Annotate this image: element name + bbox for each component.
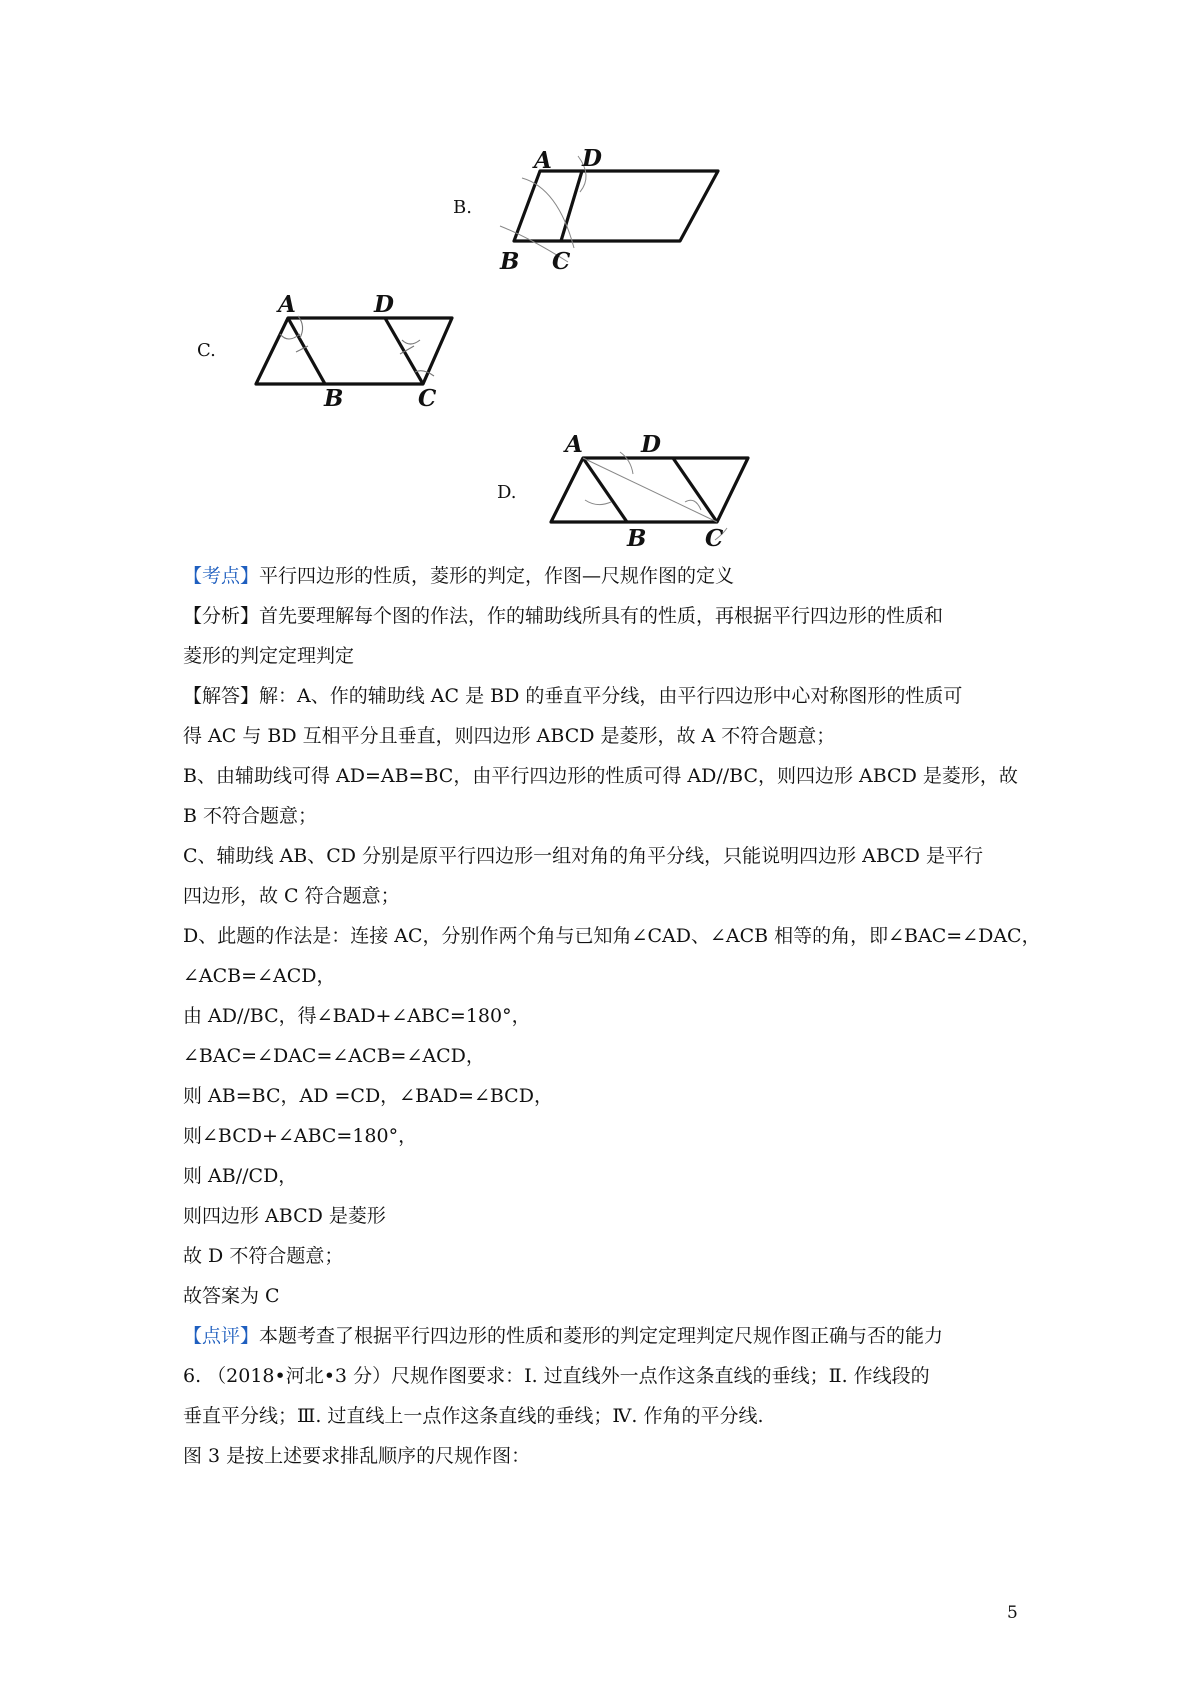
figure-d-point-a: A (565, 431, 583, 458)
figure-c-segment-ab (288, 318, 325, 384)
figure-d-arc-1 (585, 500, 611, 505)
figure-c (250, 288, 460, 412)
figure-c-arc-3 (402, 340, 420, 344)
figure-d-arc-3 (685, 500, 701, 510)
figure-c-segment-dc (385, 318, 423, 384)
jieda-line-10: ∠BAC=∠DAC=∠ACB=∠ACD， (183, 1045, 485, 1067)
jieda-line-16: 故答案为 C (183, 1285, 280, 1307)
jieda-line-14: 则四边形 ABCD 是菱形 (183, 1205, 386, 1227)
jieda-line-6: 四边形，故 C 符合题意； (183, 885, 400, 907)
figure-b-point-d: D (582, 145, 602, 172)
jieda-line-1 (183, 686, 1023, 706)
kaodian-tag: 【考点】 (183, 565, 260, 587)
figure-b-point-a: A (534, 147, 552, 174)
page-number: 5 (1007, 1603, 1018, 1623)
question6-line-2: 垂直平分线；Ⅲ. 过直线上一点作这条直线的垂线；Ⅳ. 作角的平分线. (183, 1405, 764, 1427)
jieda-line-2: 得 AC 与 BD 互相平分且垂直，则四边形 ABCD 是菱形，故 A 不符合题意； (183, 725, 836, 747)
jieda-line-3: B、由辅助线可得 AD=AB=BC，由平行四边形的性质可得 AD//BC，则四边形 ABCD 是菱形，故 (183, 765, 1018, 787)
figure-d-segment-dc (673, 458, 717, 522)
dianping-text: 本题考查了根据平行四边形的性质和菱形的判定定理判定尺规作图正确与否的能力 (259, 1325, 944, 1347)
figure-b (500, 145, 740, 275)
figure-d-point-d: D (641, 431, 661, 458)
kaodian-line (183, 566, 1023, 586)
dianping-tag: 【点评】 (183, 1325, 260, 1347)
figure-d (545, 430, 765, 550)
dianping-line (183, 1326, 1023, 1346)
figure-d-point-b: B (627, 525, 647, 552)
figure-c-outer-parallelogram (256, 318, 452, 384)
option-d-label: D. (497, 482, 517, 503)
figure-b-point-c: C (552, 248, 571, 275)
solution-text (183, 565, 1041, 1486)
fenxi-text-1: 首先要理解每个图的作法，作的辅助线所具有的性质，再根据平行四边形的性质和 (259, 605, 944, 627)
jieda-line-5: C、辅助线 AB、CD 分别是原平行四边形一组对角的角平分线，只能说明四边形 ABCD 是平行 (183, 845, 983, 867)
figure-c-point-d: D (374, 291, 394, 318)
figure-d-arc-2 (620, 452, 633, 474)
figure-c-point-a: A (278, 291, 296, 318)
jieda-line-15: 故 D 不符合题意； (183, 1245, 344, 1267)
fenxi-line-2: 菱形的判定定理判定 (183, 645, 355, 667)
figure-b-arc-1 (522, 178, 574, 248)
question6-line-1: 6. （2018•河北•3 分）尺规作图要求：Ⅰ. 过直线外一点作这条直线的垂线；Ⅱ. 作线段的 (183, 1365, 930, 1387)
question6-line-3: 图 3 是按上述要求排乱顺序的尺规作图： (183, 1445, 531, 1467)
figure-c-point-c: C (418, 385, 437, 412)
jieda-line-8: ∠ACB=∠ACD， (183, 965, 336, 987)
figure-d-diagram (545, 430, 765, 550)
jieda-line-12: 则∠BCD+∠ABC=180°， (183, 1125, 418, 1147)
option-c-label: C. (197, 340, 216, 361)
figure-b-outer-parallelogram (514, 171, 718, 241)
figure-b-diagram (500, 145, 740, 275)
figure-b-segment-dc (561, 171, 582, 241)
figure-c-point-b: B (324, 385, 344, 412)
figure-d-segment-ab (583, 458, 627, 522)
jieda-line-7: D、此题的作法是：连接 AC，分别作两个角与已知角∠CAD、∠ACB 相等的角，即∠BAC=∠DAC， (183, 925, 1041, 947)
fenxi-tag: 【分析】 (183, 605, 260, 627)
jieda-text-1: 解：A、作的辅助线 AC 是 BD 的垂直平分线，由平行四边形中心对称图形的性质可 (259, 685, 963, 707)
jieda-line-13: 则 AB//CD， (183, 1165, 298, 1187)
jieda-tag: 【解答】 (183, 685, 260, 707)
kaodian-text: 平行四边形的性质，菱形的判定，作图—尺规作图的定义 (259, 565, 735, 587)
jieda-line-9: 由 AD//BC，得∠BAD+∠ABC=180°， (183, 1005, 531, 1027)
option-b-label: B. (453, 197, 472, 218)
jieda-line-11: 则 AB=BC，AD =CD，∠BAD=∠BCD， (183, 1085, 553, 1107)
figure-d-point-c: C (705, 525, 724, 552)
fenxi-line-1 (183, 606, 1023, 626)
figure-b-point-b: B (500, 248, 520, 275)
jieda-line-4: B 不符合题意； (183, 805, 318, 827)
figure-c-diagram (250, 288, 460, 412)
